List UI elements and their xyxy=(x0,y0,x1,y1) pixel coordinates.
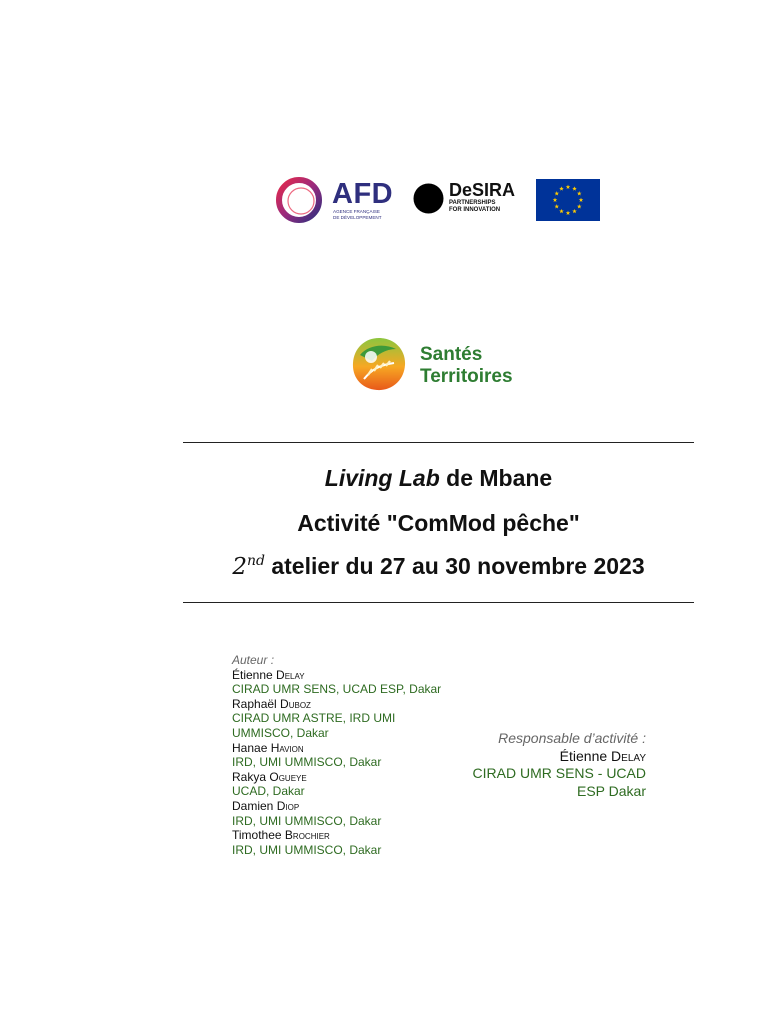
desira-dot-icon xyxy=(413,183,444,214)
title-line-2: Activité "ComMod pêche" xyxy=(297,510,580,536)
author-entry: Étienne Delay xyxy=(232,667,305,682)
author-entry: Rakya Ogueye xyxy=(232,769,307,784)
author-entry: Damien Diop xyxy=(232,798,300,813)
author-affiliation: IRD, UMI UMMISCO, Dakar xyxy=(232,755,382,770)
author-affiliation: IRD, UMI UMMISCO, Dakar xyxy=(232,842,382,857)
eu-flag-icon xyxy=(536,179,600,221)
partner-logos xyxy=(274,176,604,224)
author-entry: Hanae Havion xyxy=(232,740,304,755)
authors-label: Auteur : xyxy=(232,653,275,667)
author-affiliation: IRD, UMI UMMISCO, Dakar xyxy=(232,813,382,828)
author-affiliation: UCAD, Dakar xyxy=(232,784,305,799)
author-affiliation: CIRAD UMR ASTRE, IRD UMI UMMISCO, Dakar xyxy=(232,711,396,740)
desira-wordmark: DeSIRA xyxy=(449,180,516,200)
responsible-name: Étienne Delay xyxy=(559,747,646,764)
desira-subtitle: PARTNERSHIPS FOR INNOVATION xyxy=(449,200,501,213)
afd-subtitle: AGENCE FRANÇAISE DE DÉVELOPPEMENT xyxy=(333,209,382,220)
afd-ring-icon xyxy=(274,176,326,224)
title-line-1: Living Lab de Mbane xyxy=(324,465,553,491)
afd-wordmark: AFD xyxy=(332,178,394,210)
responsible-affiliation-1: CIRAD UMR SENS - UCAD xyxy=(472,765,646,781)
authors-block xyxy=(232,653,442,857)
responsible-affiliation-2: ESP Dakar xyxy=(577,782,646,799)
author-entry: Raphaël Duboz xyxy=(232,696,311,711)
title-line-3: 2nd atelier du 27 au 30 novembre 2023 xyxy=(232,553,645,580)
bottom-rule xyxy=(183,602,694,603)
santes-territoires-icon xyxy=(350,335,408,393)
author-affiliation: CIRAD UMR SENS, UCAD ESP, Dakar xyxy=(232,682,442,697)
author-entry: Timothee Brochier xyxy=(232,828,330,843)
ordinal-number: 2nd xyxy=(232,553,265,580)
project-name: Santés Territoires xyxy=(420,344,513,387)
top-rule xyxy=(183,442,694,443)
responsible-label: Responsable d’activité : xyxy=(498,730,646,746)
responsible-block xyxy=(440,730,646,800)
project-logo xyxy=(350,335,530,395)
